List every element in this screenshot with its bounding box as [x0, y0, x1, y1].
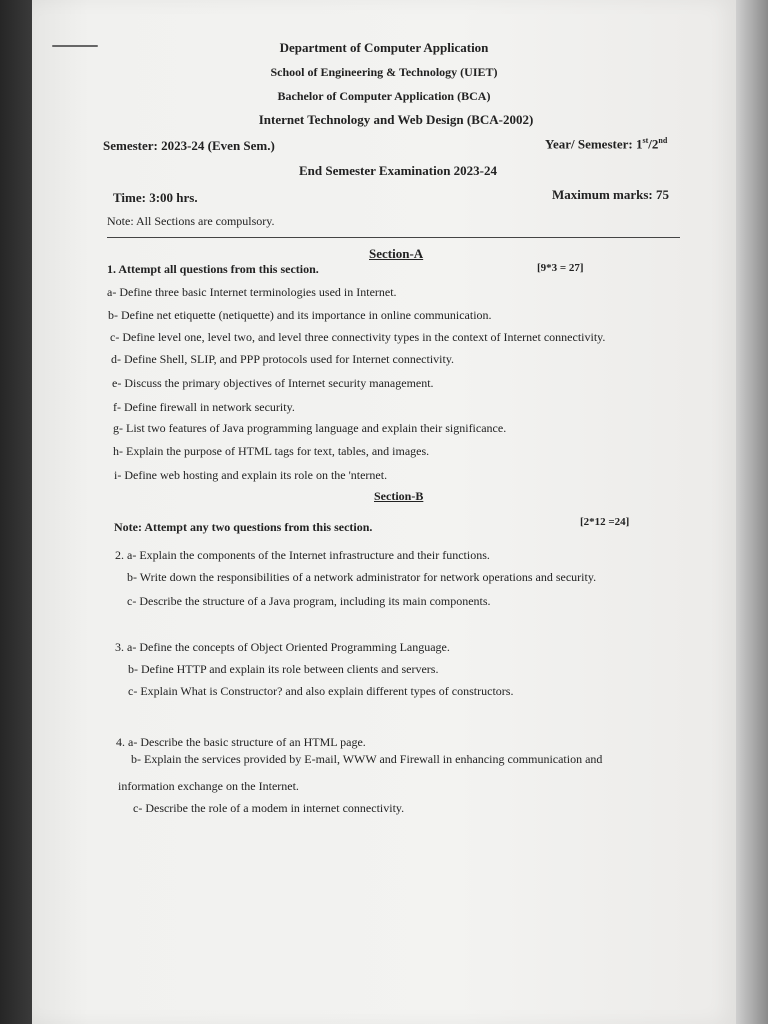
- question-4b: b- Explain the services provided by E-mail, WWW and Firewall in enhancing communication and: [131, 752, 603, 766]
- question-2a: 2. a- Explain the components of the Internet infrastructure and their functions.: [115, 548, 490, 562]
- question-1h: h- Explain the purpose of HTML tags for text, tables, and images.: [113, 444, 430, 458]
- question-2c: c- Describe the structure of a Java program, including its main components.: [127, 594, 491, 608]
- year-semester: Year/ Semester: 1st/2nd: [545, 136, 668, 152]
- question-1e: e- Discuss the primary objectives of Internet security management.: [112, 376, 434, 390]
- time-label: Time: 3:00 hrs.: [113, 190, 198, 205]
- max-marks-label: Maximum marks: 75: [552, 187, 669, 202]
- department-title: Department of Computer Application: [279, 40, 489, 55]
- section-b-title: Section-B: [374, 489, 424, 503]
- question-3c: c- Explain What is Constructor? and also explain different types of constructors.: [128, 684, 514, 698]
- question-1f: f- Define firewall in network security.: [113, 400, 295, 414]
- question-4c: c- Describe the role of a modem in internet connectivity.: [133, 801, 405, 815]
- question-3a: 3. a- Define the concepts of Object Oriented Programming Language.: [115, 640, 450, 654]
- course-title: Internet Technology and Web Design (BCA-2002): [258, 112, 534, 127]
- program-name: Bachelor of Computer Application (BCA): [277, 89, 491, 103]
- question-4a: 4. a- Describe the basic structure of an HTML page.: [116, 735, 366, 749]
- section-b-marks: [2*12 =24]: [580, 516, 630, 528]
- question-2b: b- Write down the responsibilities of a network administrator for network operations and security.: [127, 570, 597, 584]
- header-divider: [107, 237, 680, 238]
- left-background: [0, 0, 32, 1024]
- question-3b: b- Define HTTP and explain its role between clients and servers.: [128, 662, 439, 676]
- question-1i: i- Define web hosting and explain its role on the 'nternet.: [114, 468, 388, 482]
- section-b-note: Note: Attempt any two questions from this section.: [114, 520, 373, 534]
- question-1g: g- List two features of Java programming language and explain their significance.: [113, 421, 507, 435]
- sections-note: Note: All Sections are compulsory.: [107, 214, 275, 228]
- section-a-instruction: 1. Attempt all questions from this section.: [107, 262, 319, 276]
- question-1c: c- Define level one, level two, and level three connectivity types in the context of Internet connectivity.: [110, 330, 606, 344]
- section-a-marks: [9*3 = 27]: [537, 262, 584, 274]
- question-1a: a- Define three basic Internet terminologies used in Internet.: [107, 285, 397, 299]
- exam-title: End Semester Examination 2023-24: [298, 163, 497, 178]
- question-1b: b- Define net etiquette (netiquette) and its importance in online communication.: [108, 308, 492, 322]
- section-a-title: Section-A: [369, 246, 424, 261]
- right-background: [736, 0, 768, 1024]
- school-name: School of Engineering & Technology (UIET): [270, 65, 498, 79]
- question-1d: d- Define Shell, SLIP, and PPP protocols used for Internet connectivity.: [111, 352, 455, 366]
- question-4b-continued: information exchange on the Internet.: [118, 779, 299, 793]
- semester-label: Semester: 2023-24 (Even Sem.): [103, 138, 275, 153]
